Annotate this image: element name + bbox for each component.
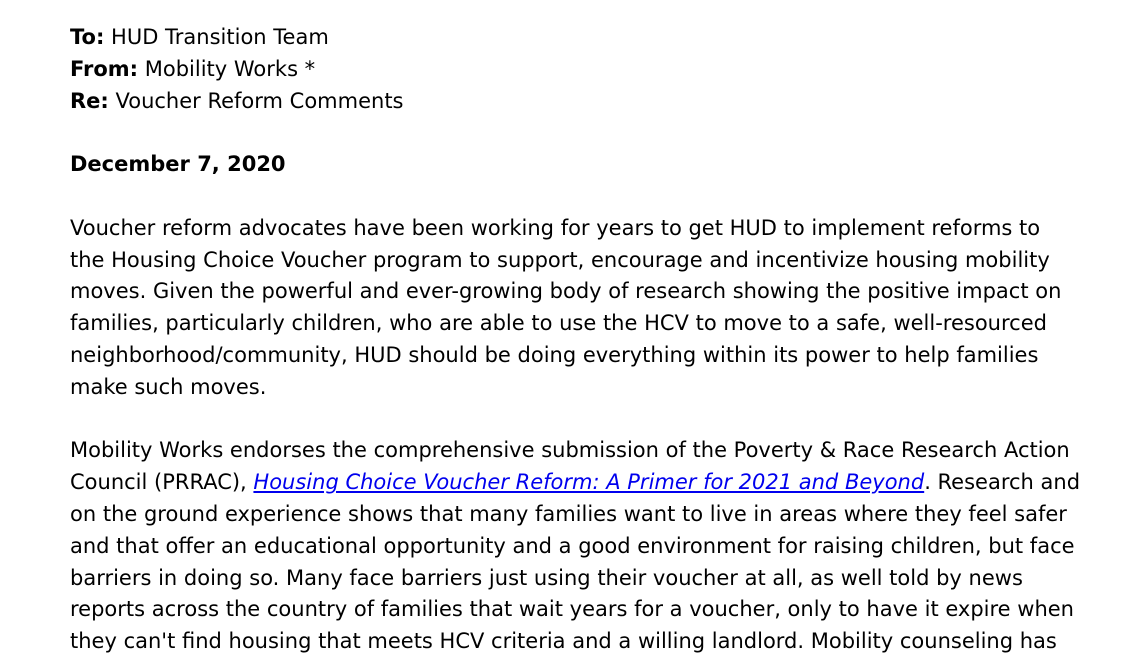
paragraph-2 bbox=[70, 435, 1100, 658]
memo-from-value: Mobility Works * bbox=[138, 56, 316, 81]
paragraph-2-line: Mobility Works endorses the comprehensive submission of the Poverty & Race Research Action bbox=[70, 438, 1070, 463]
paragraph-2-text: . Research and bbox=[924, 470, 1081, 495]
paragraph-2-line: they can't find housing that meets HCV criteria and a willing landlord. Mobility counseling has bbox=[70, 629, 1057, 654]
memo-to-label: To: bbox=[70, 25, 105, 49]
paragraph-1-line: families, particularly children, who are able to use the HCV to move to a safe, well-resourced bbox=[70, 311, 1047, 336]
memo-re-value: Voucher Reform Comments bbox=[108, 88, 404, 113]
memo-to-line bbox=[70, 22, 1100, 54]
paragraph-2-line: reports across the country of families that wait years for a voucher, only to have it expire when bbox=[70, 597, 1074, 622]
prrac-primer-link[interactable]: Housing Choice Voucher Reform: A Primer for 2021 and Beyond bbox=[253, 470, 925, 495]
paragraph-2-line-with-link bbox=[70, 467, 1100, 499]
paragraph-2-line: barriers in doing so. Many face barriers just using their voucher at all, as well told by news bbox=[70, 565, 1023, 590]
memo-re-line bbox=[70, 86, 1100, 118]
paragraph-1-line: Voucher reform advocates have been working for years to get HUD to implement reforms to bbox=[70, 215, 1041, 240]
paragraph-1-line: the Housing Choice Voucher program to support, encourage and incentivize housing mobility bbox=[70, 247, 1050, 272]
paragraph-2-line: and that offer an educational opportunity and a good environment for raising children, but face bbox=[70, 533, 1075, 558]
memo-re-label: Re: bbox=[70, 88, 109, 113]
memo-from-line bbox=[70, 54, 1100, 86]
paragraph-1-line: neighborhood/community, HUD should be doing everything within its power to help families bbox=[70, 342, 1039, 367]
paragraph-2-line: on the ground experience shows that many families want to live in areas where they feel safer bbox=[70, 501, 1067, 526]
paragraph-1 bbox=[70, 213, 1100, 404]
memo-date: December 7, 2020 bbox=[70, 152, 286, 177]
paragraph-1-line: moves. Given the powerful and ever-growing body of research showing the positive impact on bbox=[70, 279, 1062, 304]
memo-to-value: HUD Transition Team bbox=[104, 25, 329, 49]
memo-from-label: From: bbox=[70, 56, 139, 81]
paragraph-1-line: make such moves. bbox=[70, 374, 267, 399]
paragraph-2-text: Council (PRRAC), bbox=[70, 470, 254, 495]
document-page bbox=[70, 22, 1100, 658]
